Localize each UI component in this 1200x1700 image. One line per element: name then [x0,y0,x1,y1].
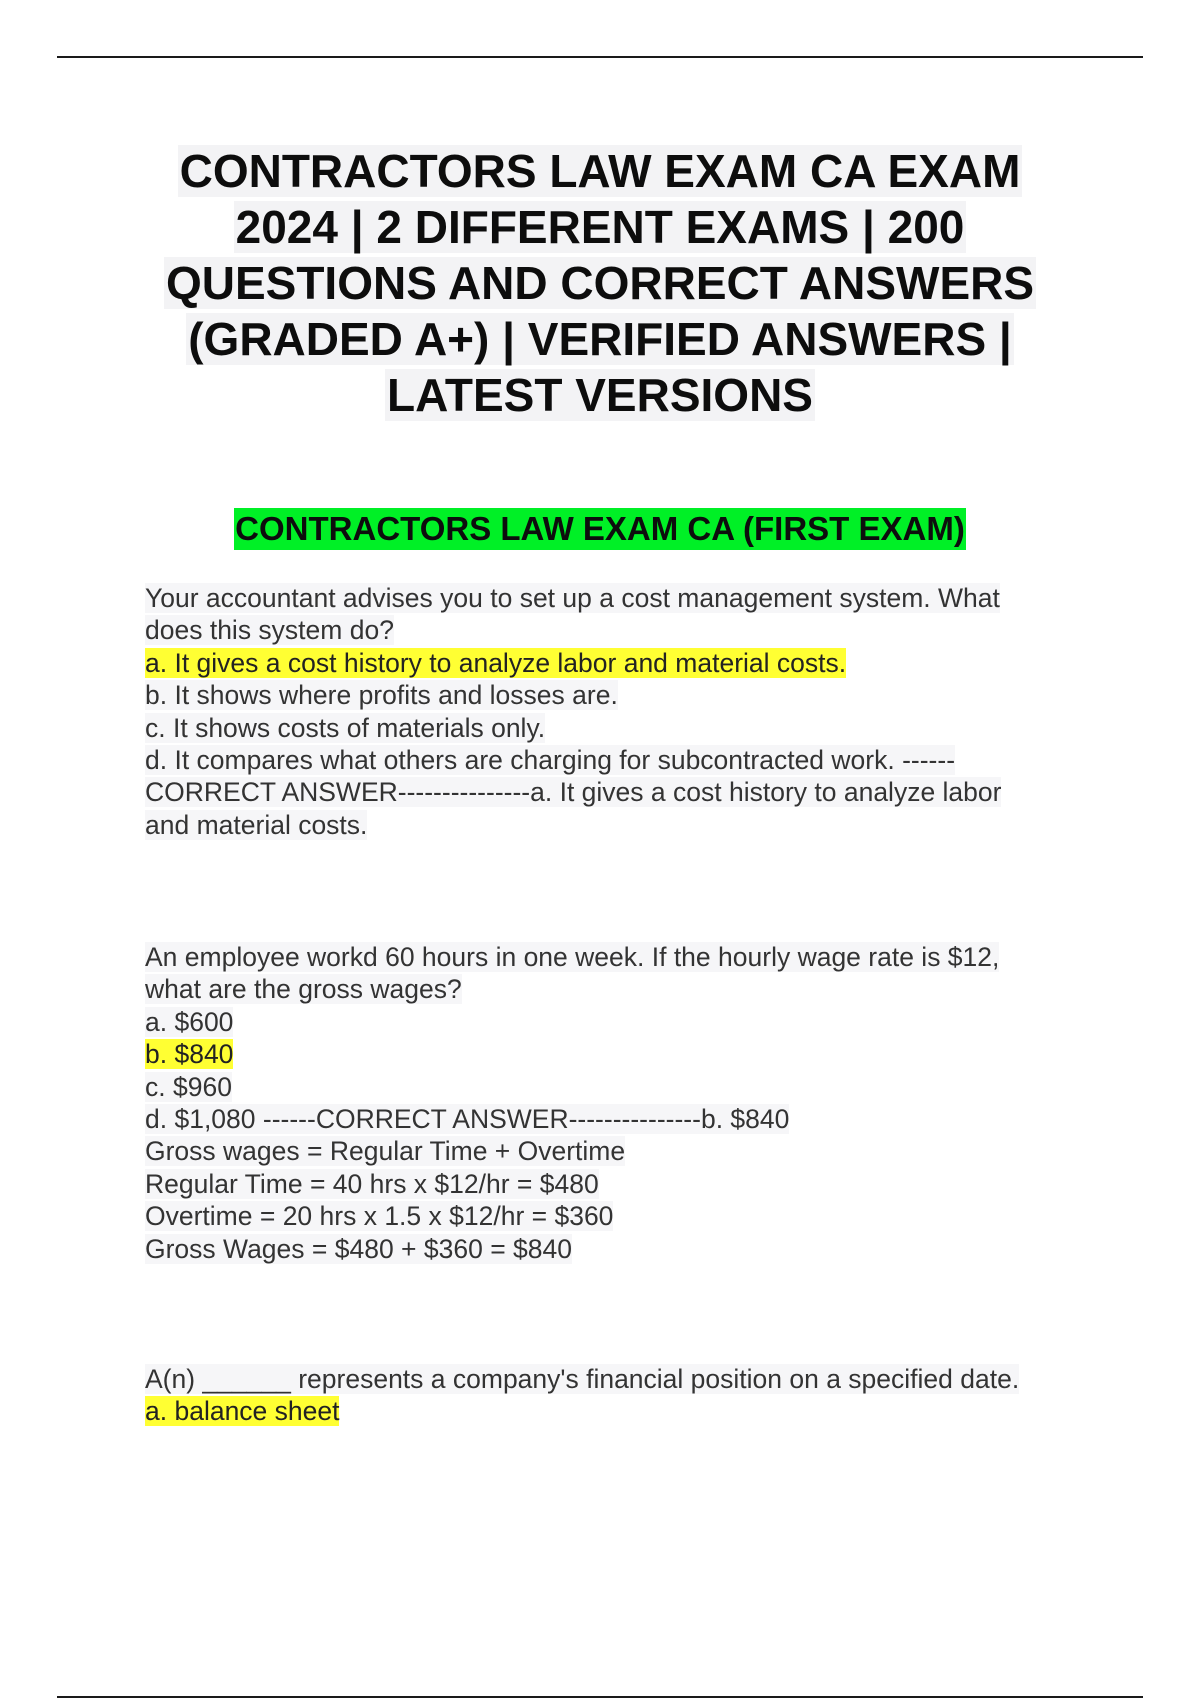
answer-option: c. $960 [145,1071,232,1102]
title-line: LATEST VERSIONS [387,369,813,421]
answer-option: d. It compares what others are charging for subcontracted work. ------ [145,745,956,776]
document-title [140,143,1060,423]
top-rule [57,56,1143,58]
highlighted-answer: a. balance sheet [145,1396,340,1427]
correct-answer-line: d. $1,080 ------CORRECT ANSWER---------------b. $840 [145,1104,790,1135]
question-line: Your accountant advises you to set up a cost management system. What [145,583,1000,613]
question-line: what are the gross wages? [145,974,462,1005]
question-line: A(n) ______ represents a company's financial position on a specified date. [145,1364,1020,1394]
question-3 [145,1363,1075,1428]
correct-answer-line: CORRECT ANSWER---------------a. It gives a cost history to analyze labor [145,777,1002,808]
explanation-line: Regular Time = 40 hrs x $12/hr = $480 [145,1168,599,1199]
title-line: 2024 | 2 DIFFERENT EXAMS | 200 [235,201,965,253]
title-line: QUESTIONS AND CORRECT ANSWERS [165,257,1035,309]
answer-option: a. $600 [145,1006,234,1037]
bottom-rule [57,1696,1143,1698]
question-2 [145,941,1075,1265]
explanation-line: Gross wages = Regular Time + Overtime [145,1136,626,1167]
question-line: An employee workd 60 hours in one week. If the hourly wage rate is $12, [145,942,1000,972]
question-1 [145,582,1075,841]
correct-answer-line: and material costs. [145,809,368,840]
answer-option: b. It shows where profits and losses are. [145,680,618,711]
question-line: does this system do? [145,615,394,646]
explanation-line: Gross Wages = $480 + $360 = $840 [145,1233,572,1264]
answer-option: c. It shows costs of materials only. [145,712,546,743]
section-heading-text: CONTRACTORS LAW EXAM CA (FIRST EXAM) [234,508,966,550]
highlighted-answer: a. It gives a cost history to analyze labor and material costs. [145,647,847,678]
explanation-line: Overtime = 20 hrs x 1.5 x $12/hr = $360 [145,1201,614,1232]
title-line: (GRADED A+) | VERIFIED ANSWERS | [188,313,1012,365]
highlighted-answer: b. $840 [145,1039,234,1070]
section-heading [0,508,1200,550]
title-line: CONTRACTORS LAW EXAM CA EXAM [179,145,1021,197]
